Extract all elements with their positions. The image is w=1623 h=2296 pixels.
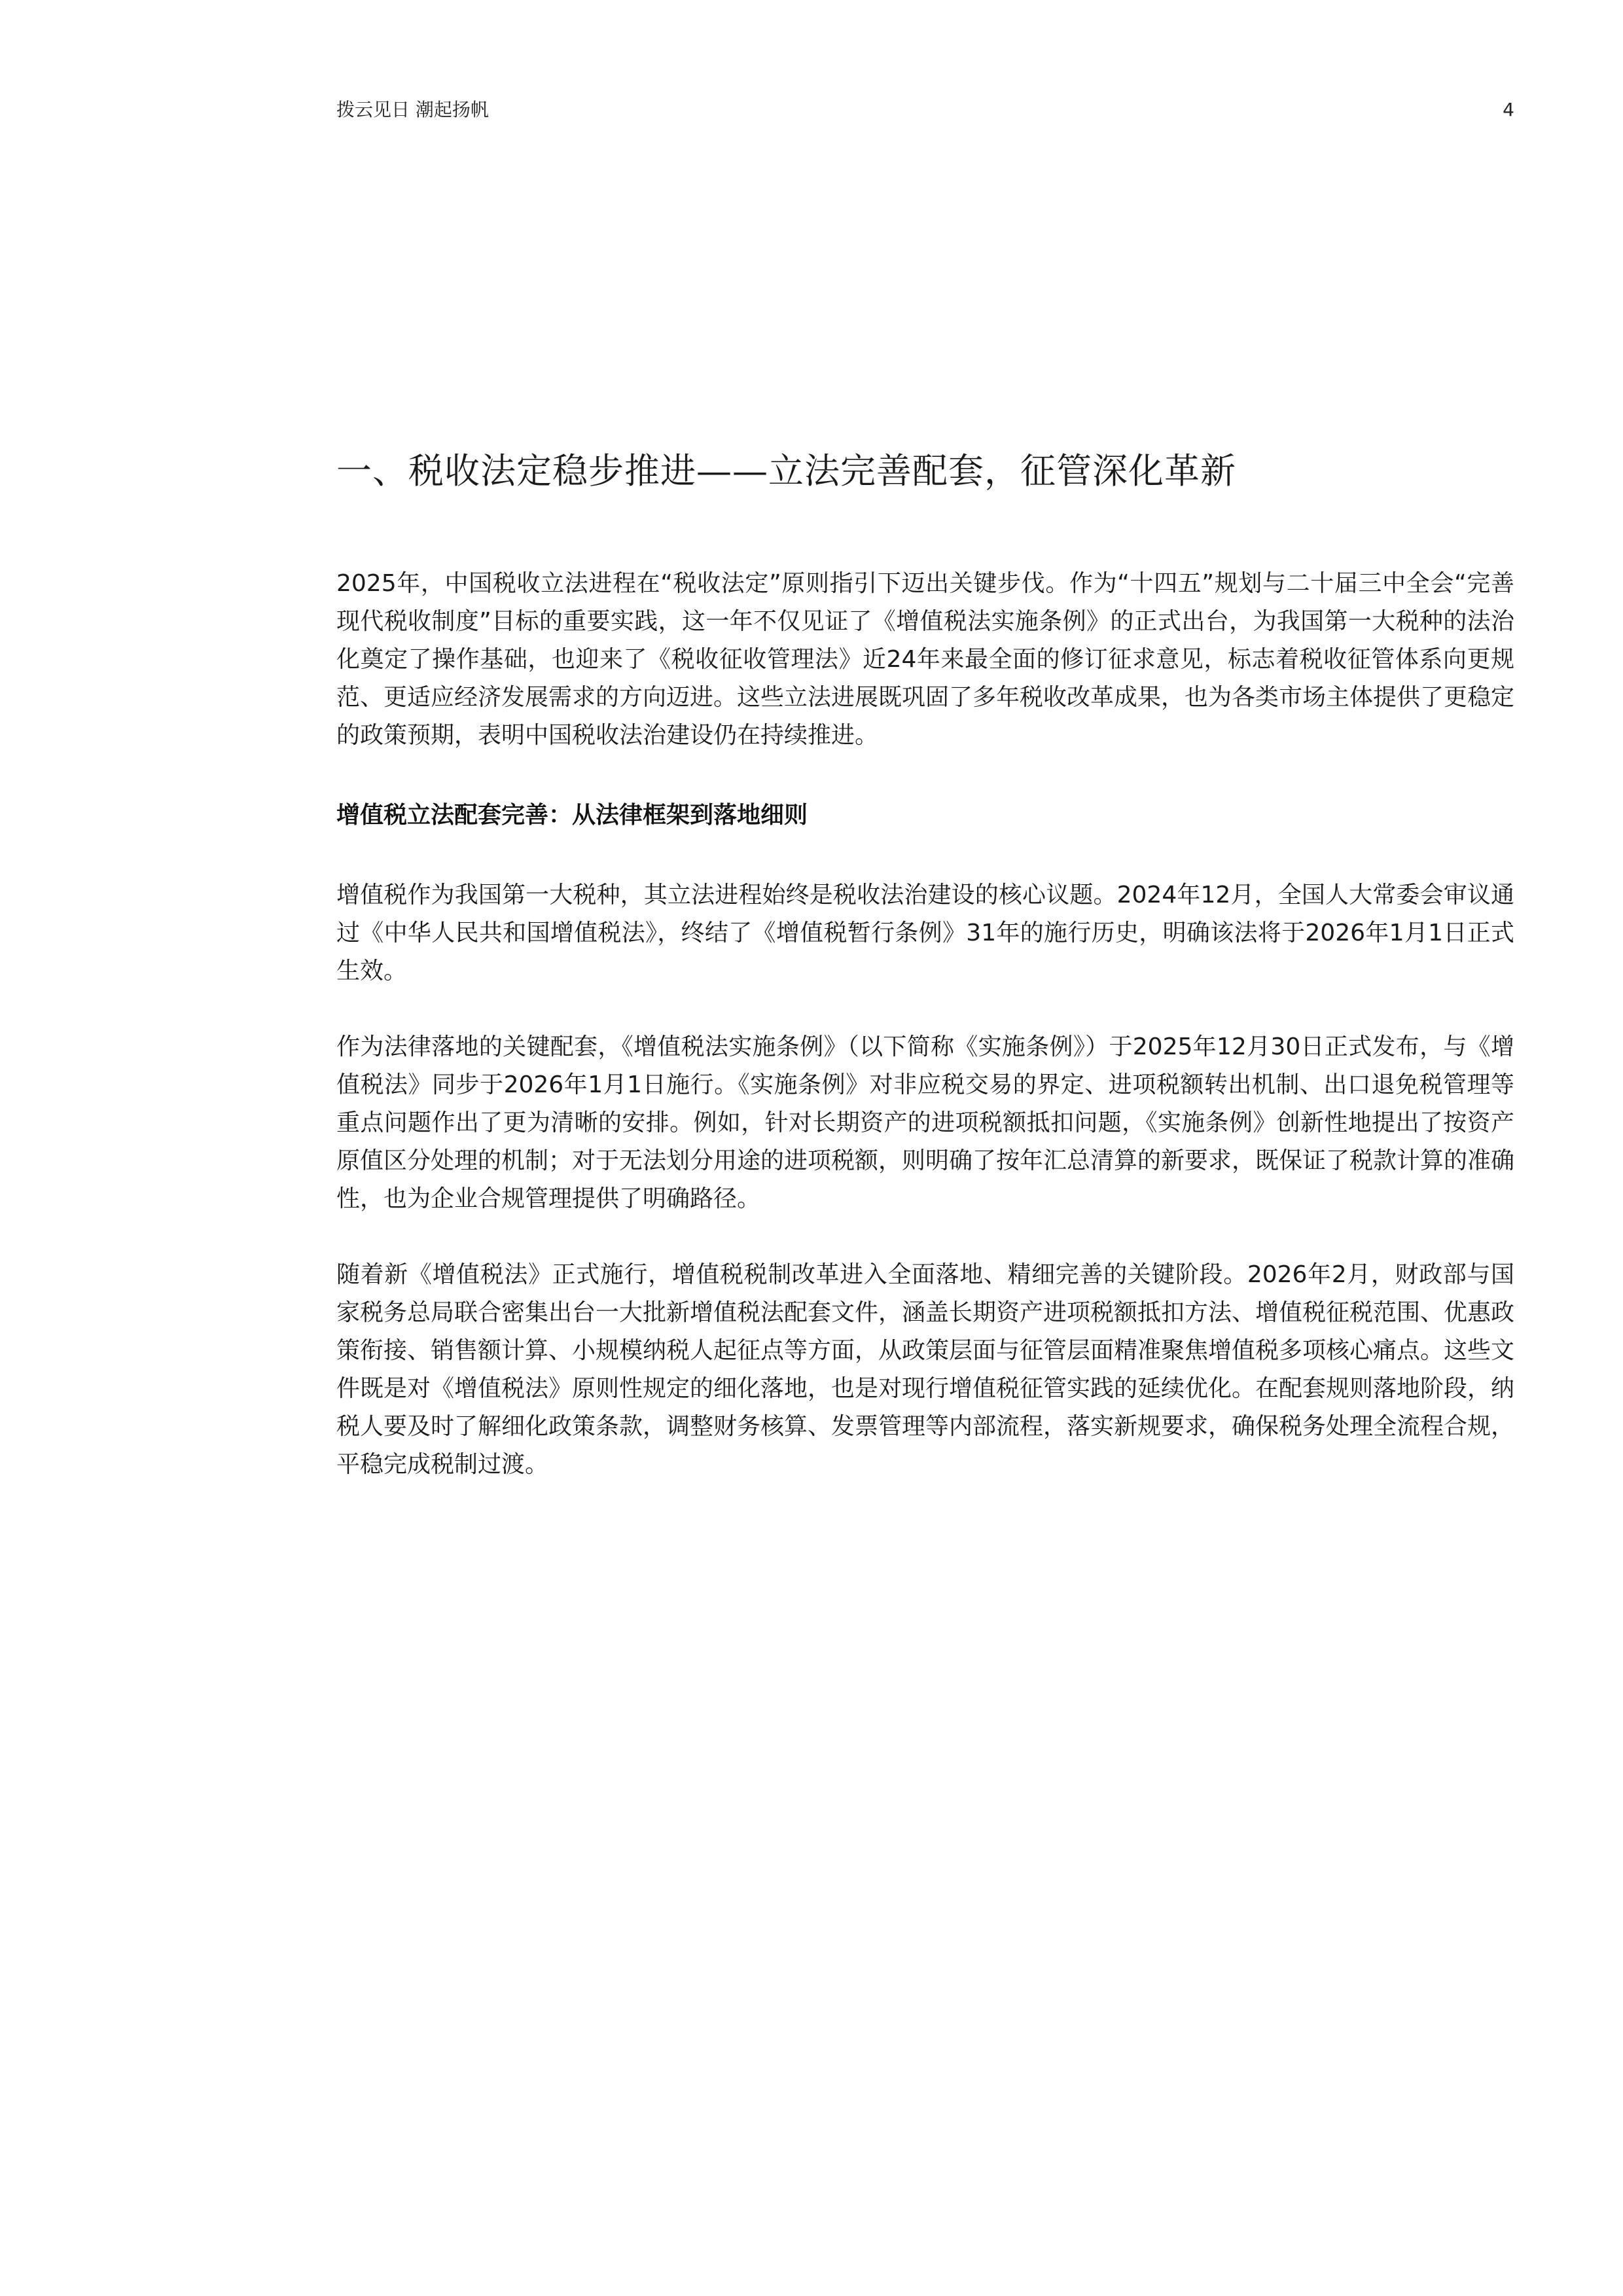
main-content: [336, 448, 1514, 1484]
body-paragraph: 增值税作为我国第一大税种，其立法进程始终是税收法治建设的核心议题。2024年12月，全国人大常委会审议通过《中华人民共和国增值税法》，终结了《增值税暂行条例》31年的施行历史，明确该法将于2026年1月1日正式生效。: [336, 882, 1514, 984]
section-title: 一、税收法定稳步推进——立法完善配套，征管深化革新: [336, 450, 1236, 492]
body-paragraph: 作为法律落地的关键配套，《增值税法实施条例》（以下简称《实施条例》）于2025年12月30日正式发布，与《增值税法》同步于2026年1月1日施行。《实施条例》对非应税交易的界定、进项税额转出机制、出口退免税管理等重点问题作出了更为清晰的安排。例如，针对长期资产的进项税额抵扣问题，《实施条例》创新性地提出了按资产原值区分处理的机制；对于无法划分用途的进项税额，则明确了按年汇总清算的新要求，既保证了税款计算的准确性，也为企业合规管理提供了明确路径。: [336, 1033, 1515, 1212]
intro-paragraph: 2025年，中国税收立法进程在“税收法定”原则指引下迈出关键步伐。作为“十四五”规划与二十届三中全会“完善现代税收制度”目标的重要实践，这一年不仅见证了《增值税法实施条例》的正式出台，为我国第一大税种的法治化奠定了操作基础，也迎来了《税收征收管理法》近24年来最全面的修订征求意见，标志着税收征管体系向更规范、更适应经济发展需求的方向迈进。这些立法进展既巩固了多年税收改革成果，也为各类市场主体提供了更稳定的政策预期，表明中国税收法治建设仍在持续推进。: [336, 570, 1515, 749]
page-header: [336, 97, 1514, 123]
page-number: 4: [1503, 99, 1514, 120]
running-header-title: 拨云见日 潮起扬帆: [336, 99, 489, 120]
subheading: 增值税立法配套完善：从法律框架到落地细则: [336, 802, 808, 829]
body-paragraph: 随着新《增值税法》正式施行，增值税税制改革进入全面落地、精细完善的关键阶段。2026年2月，财政部与国家税务总局联合密集出台一大批新增值税法配套文件，涵盖长期资产进项税额抵扣方法、增值税征税范围、优惠政策衔接、销售额计算、小规模纳税人起征点等方面，从政策层面与征管层面精准聚焦增值税多项核心痛点。这些文件既是对《增值税法》原则性规定的细化落地，也是对现行增值税征管实践的延续优化。在配套规则落地阶段，纳税人要及时了解细化政策条款，调整财务核算、发票管理等内部流程，落实新规要求，确保税务处理全流程合规，平稳完成税制过渡。: [336, 1261, 1515, 1478]
